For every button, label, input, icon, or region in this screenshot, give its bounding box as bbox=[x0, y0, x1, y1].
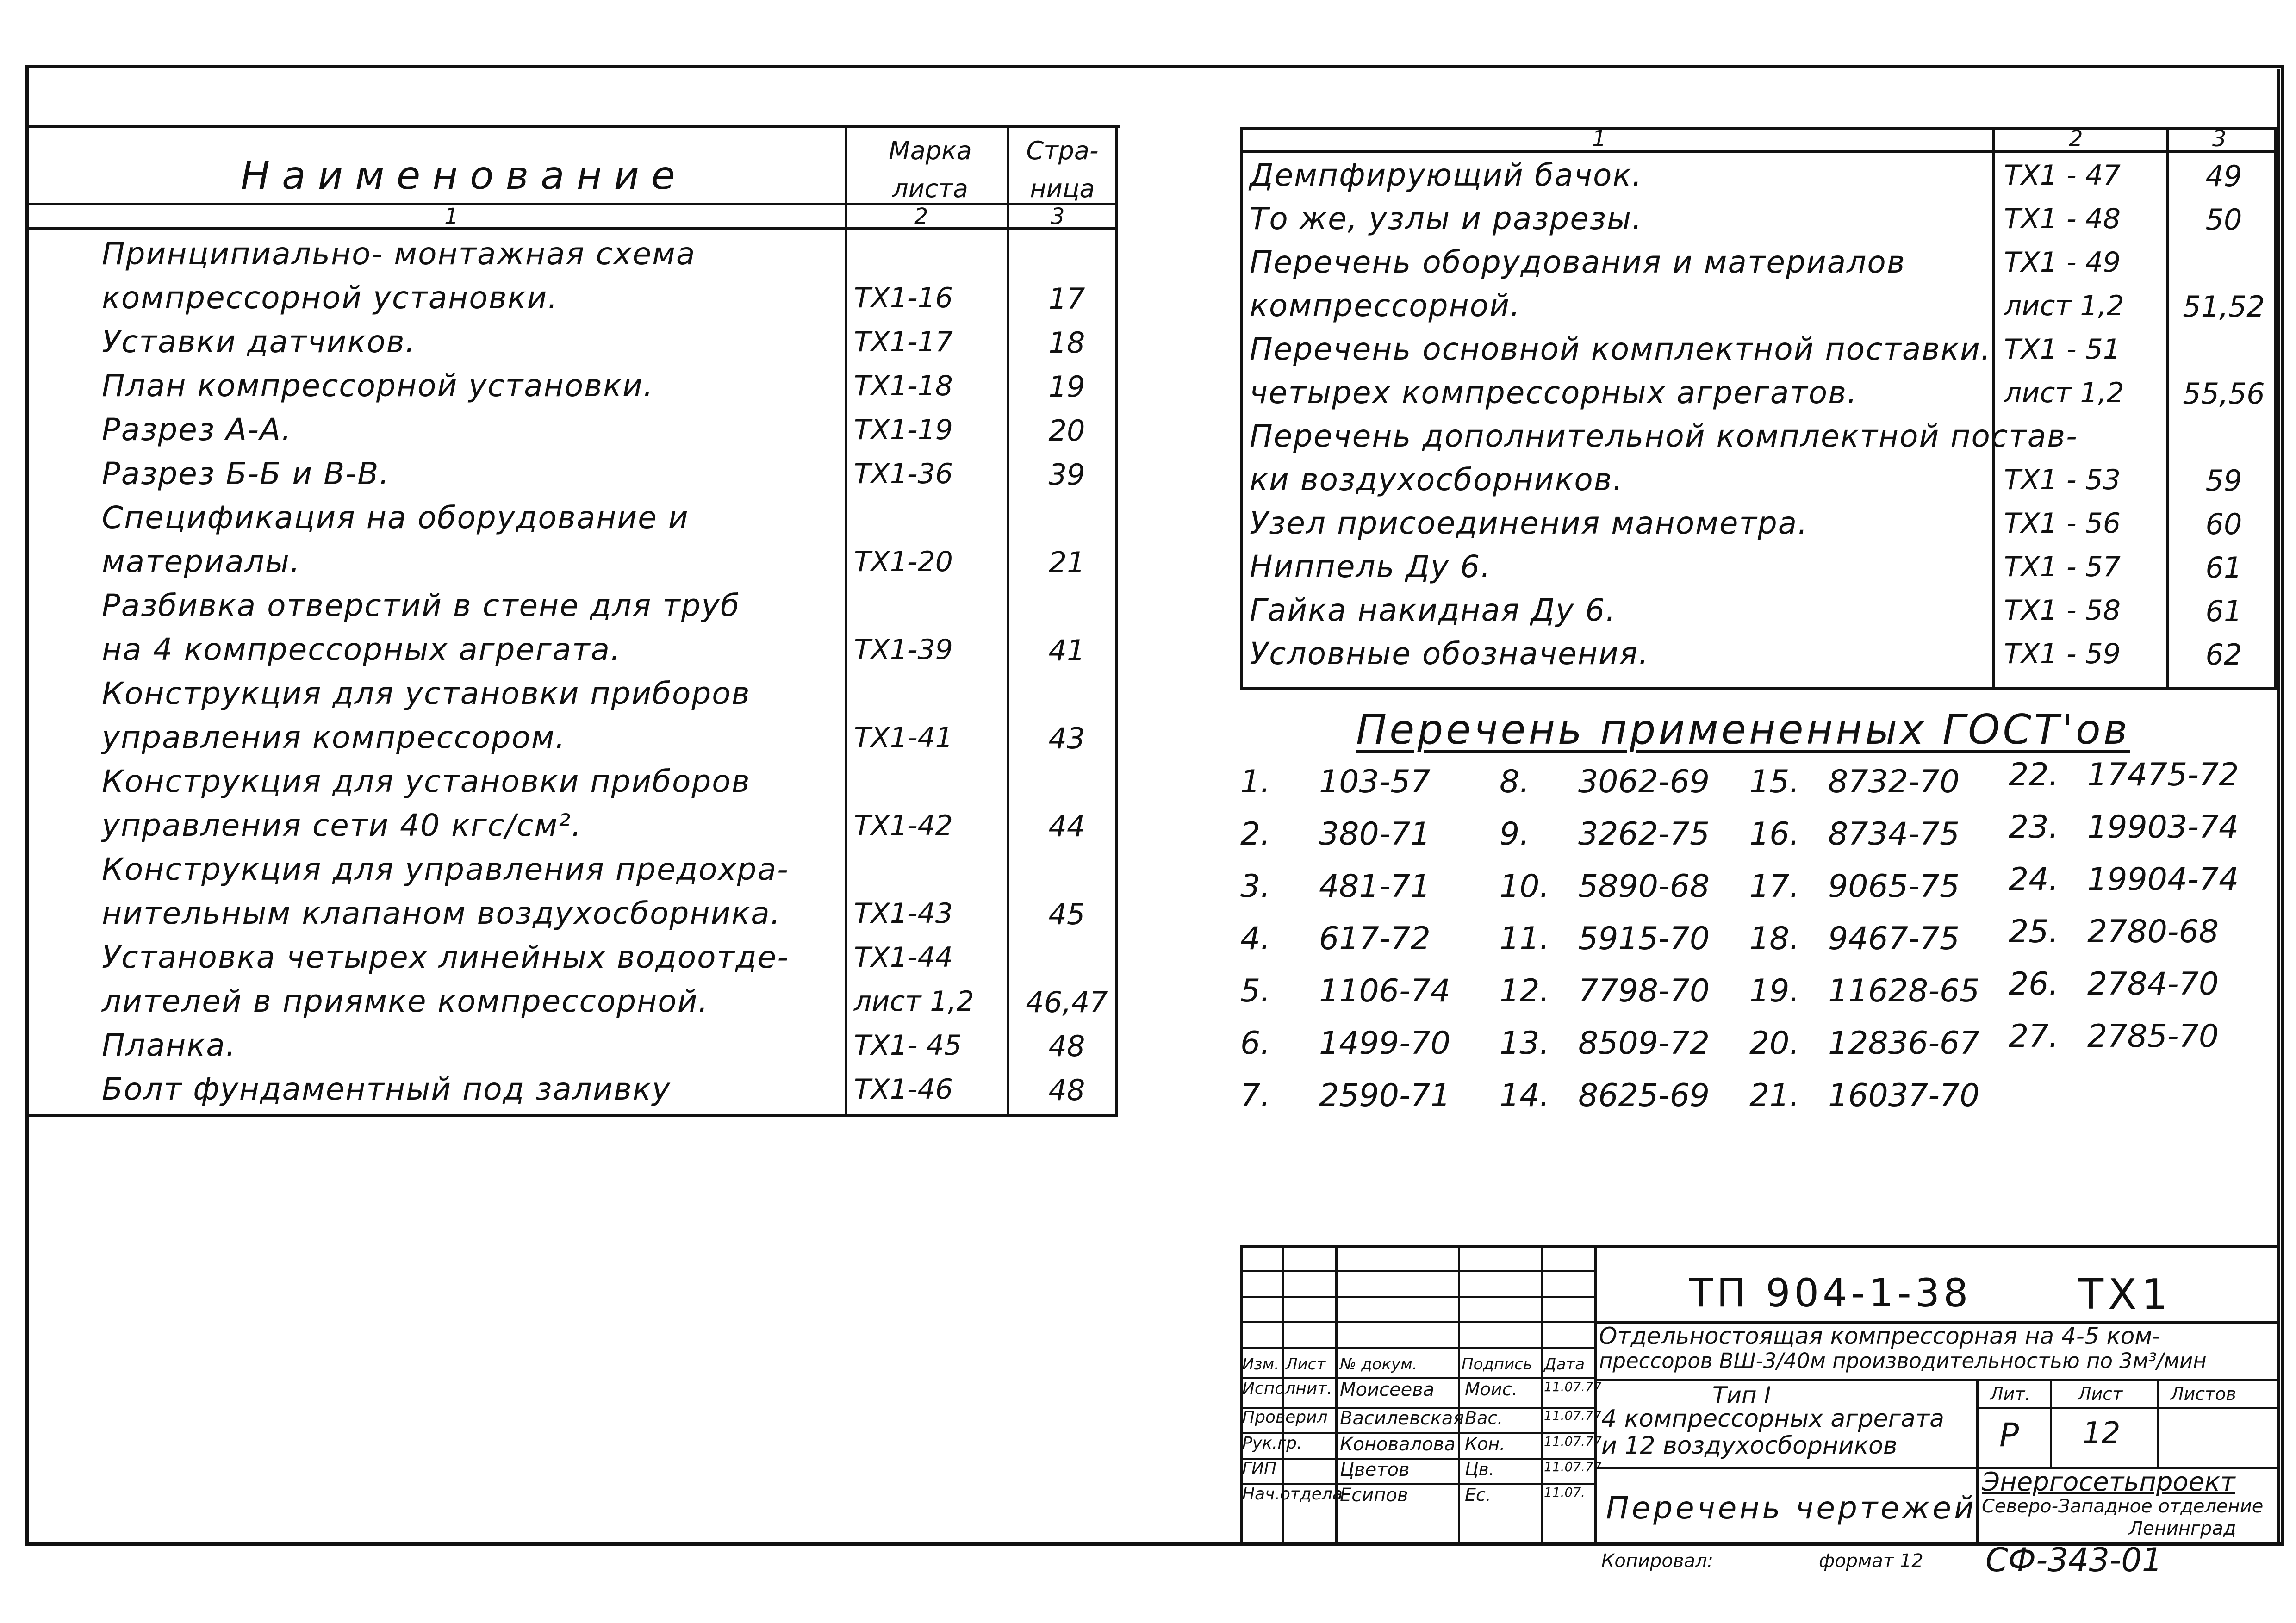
gost-number: 9. bbox=[1500, 816, 1530, 852]
stamp-label-sign: Подпись bbox=[1462, 1355, 1532, 1374]
left-row-name: Планка. bbox=[102, 1027, 236, 1063]
stamp-type-label: Тип I bbox=[1712, 1382, 1771, 1409]
left-row-mark: лист 1,2 bbox=[854, 985, 974, 1018]
right-row-name: Перечень оборудования и материалов bbox=[1250, 244, 1906, 280]
gost-number: 19. bbox=[1749, 973, 1800, 1009]
gost-value: 12836-67 bbox=[1828, 1025, 1980, 1062]
stamp-signature: Цв. bbox=[1465, 1459, 1494, 1480]
left-row-name: управления сети 40 кгс/см². bbox=[102, 808, 582, 843]
header-name: Наименование bbox=[241, 153, 687, 198]
stamp-date: 11.07.77 bbox=[1544, 1408, 1602, 1423]
left-row-name: Разрез А-А. bbox=[102, 412, 292, 448]
left-row-name: План компрессорной установки. bbox=[102, 368, 654, 404]
gost-value: 5915-70 bbox=[1578, 920, 1710, 957]
left-row-name: Установка четырех линейных водоотде- bbox=[102, 939, 790, 975]
gost-value: 11628-65 bbox=[1828, 973, 1980, 1009]
right-row-page: 51,52 bbox=[2183, 290, 2265, 323]
gost-number: 25. bbox=[2009, 914, 2059, 950]
gost-value: 8732-70 bbox=[1828, 764, 1960, 800]
stamp-subtitle-1: 4 компрессорных агрегата bbox=[1601, 1405, 1944, 1433]
right-row-mark: лист 1,2 bbox=[2004, 377, 2124, 409]
stamp-role: Нач.отдела bbox=[1242, 1485, 1343, 1504]
stamp-person-name: Моисеева bbox=[1340, 1379, 1435, 1400]
left-row-mark: ТХ1-17 bbox=[854, 326, 953, 358]
right-row-name: Перечень основной комплектной поставки. bbox=[1250, 331, 1991, 367]
left-row-page: 48 bbox=[1048, 1073, 1085, 1107]
right-row-mark: ТХ1 - 58 bbox=[2004, 594, 2121, 627]
left-row-mark: ТХ1-16 bbox=[854, 282, 953, 314]
left-row-name: Разрез Б-Б и В-В. bbox=[102, 456, 390, 491]
left-row-page: 21 bbox=[1048, 546, 1085, 579]
gost-value: 19904-74 bbox=[2087, 861, 2239, 898]
header-mark: Марка листа bbox=[889, 136, 972, 203]
stamp-subtitle-2: и 12 воздухосборников bbox=[1601, 1432, 1898, 1460]
gost-value: 2785-70 bbox=[2087, 1018, 2219, 1055]
stamp-h1 bbox=[1240, 1270, 1597, 1272]
left-row-name: Болт фундаментный под заливку bbox=[102, 1071, 671, 1107]
stamp-title-rule bbox=[1594, 1379, 2279, 1381]
gost-number: 10. bbox=[1500, 868, 1550, 905]
stamp-label-doc: № докум. bbox=[1340, 1355, 1418, 1374]
stamp-date: 11.07.77 bbox=[1544, 1379, 1602, 1394]
left-row-page: 20 bbox=[1048, 414, 1085, 448]
right-row-page: 49 bbox=[2205, 159, 2242, 193]
stamp-date: 11.07.77 bbox=[1544, 1434, 1602, 1449]
gost-value: 1106-74 bbox=[1319, 973, 1451, 1009]
stamp-person-name: Цветов bbox=[1340, 1459, 1410, 1480]
stamp-lit-v2 bbox=[2157, 1379, 2159, 1467]
stamp-date: 11.07.77 bbox=[1544, 1459, 1602, 1474]
header-col-3: 3 bbox=[1051, 204, 1065, 230]
gost-value: 617-72 bbox=[1319, 920, 1431, 957]
left-row-page: 41 bbox=[1048, 634, 1085, 667]
gost-value: 8625-69 bbox=[1578, 1077, 1710, 1114]
stamp-label-sheets: Листов bbox=[2171, 1384, 2236, 1404]
gost-number: 27. bbox=[2009, 1018, 2059, 1055]
gost-value: 8734-75 bbox=[1828, 816, 1960, 852]
gost-value: 1499-70 bbox=[1319, 1025, 1451, 1062]
stamp-v5 bbox=[1594, 1245, 1597, 1546]
left-row-name: Спецификация на оборудование и bbox=[102, 500, 689, 535]
stamp-signature: Моис. bbox=[1465, 1379, 1518, 1399]
left-row-page: 43 bbox=[1048, 721, 1085, 755]
left-row-mark: ТХ1-41 bbox=[854, 721, 953, 754]
gost-value: 481-71 bbox=[1319, 868, 1431, 905]
left-row-mark: ТХ1-43 bbox=[854, 897, 953, 930]
stamp-lit-rule-1 bbox=[1976, 1407, 2279, 1409]
left-row-page: 45 bbox=[1048, 897, 1085, 931]
gost-number: 4. bbox=[1240, 920, 1270, 957]
archive-number: СФ-343-01 bbox=[1985, 1541, 2163, 1579]
right-row-page: 50 bbox=[2205, 203, 2242, 236]
right-row-name: Демпфирующий бачок. bbox=[1250, 157, 1643, 193]
stamp-label-lit: Лит. bbox=[1990, 1384, 2031, 1404]
stamp-label-sheet: Лист bbox=[2078, 1384, 2123, 1404]
left-row-name: Конструкция для установки приборов bbox=[102, 764, 751, 799]
left-row-name: Разбивка отверстий в стене для труб bbox=[102, 588, 740, 623]
left-row-page: 48 bbox=[1048, 1029, 1085, 1063]
left-header-rule-2 bbox=[28, 227, 1118, 230]
stamp-label-list: Лист bbox=[1286, 1355, 1326, 1374]
right-row-name: ки воздухосборников. bbox=[1250, 462, 1624, 497]
gost-number: 12. bbox=[1500, 973, 1550, 1009]
left-row-name: Принципиально- монтажная схема bbox=[102, 236, 696, 272]
left-row-mark: ТХ1-19 bbox=[854, 414, 953, 446]
gost-value: 7798-70 bbox=[1578, 973, 1710, 1009]
stamp-signature: Ес. bbox=[1465, 1485, 1491, 1505]
left-row-name: материалы. bbox=[102, 544, 301, 579]
stamp-project-title-1: Отдельностоящая компрессорная на 4-5 ком- bbox=[1599, 1323, 2161, 1349]
format-label: формат 12 bbox=[1819, 1550, 1923, 1572]
left-row-mark: ТХ1-46 bbox=[854, 1073, 953, 1106]
top-border-line bbox=[28, 125, 1120, 128]
gost-number: 14. bbox=[1500, 1077, 1550, 1114]
gost-value: 2784-70 bbox=[2087, 966, 2219, 1002]
gost-number: 21. bbox=[1749, 1077, 1800, 1114]
right-row-page: 62 bbox=[2205, 638, 2242, 672]
right-row-mark: ТХ1 - 57 bbox=[2004, 551, 2121, 583]
right-row-name: Перечень дополнительной комплектной постав- bbox=[1250, 418, 2078, 454]
gost-number: 5. bbox=[1240, 973, 1270, 1009]
right-row-page: 61 bbox=[2205, 551, 2242, 585]
left-col-divider-1 bbox=[845, 126, 847, 1116]
left-row-page: 19 bbox=[1048, 370, 1085, 404]
right-row-page: 60 bbox=[2205, 507, 2242, 541]
right-row-mark: ТХ1 - 48 bbox=[2004, 203, 2121, 235]
gost-number: 8. bbox=[1500, 764, 1530, 800]
header-col-2: 2 bbox=[914, 204, 928, 230]
gost-value: 9467-75 bbox=[1828, 920, 1960, 957]
stamp-v4 bbox=[1541, 1245, 1543, 1546]
right-header-col-2: 2 bbox=[2069, 126, 2083, 152]
gost-value: 380-71 bbox=[1319, 816, 1431, 852]
stamp-role: Проверил bbox=[1242, 1408, 1328, 1427]
left-row-mark: ТХ1-20 bbox=[854, 546, 953, 578]
stamp-org-2: Северо-Западное отделение bbox=[1982, 1496, 2264, 1517]
left-col-divider-2 bbox=[1007, 126, 1009, 1116]
right-row-name: Ниппель Ду 6. bbox=[1250, 549, 1492, 585]
right-row-mark: ТХ1 - 47 bbox=[2004, 159, 2121, 192]
right-row-mark: ТХ1 - 49 bbox=[2004, 246, 2121, 279]
copied-label: Копировал: bbox=[1601, 1550, 1714, 1572]
stamp-role: Исполнит. bbox=[1242, 1379, 1332, 1398]
right-row-mark: ТХ1 - 51 bbox=[2004, 333, 2121, 366]
gost-number: 6. bbox=[1240, 1025, 1270, 1062]
gost-value: 2780-68 bbox=[2087, 914, 2219, 950]
stamp-label-date: Дата bbox=[1544, 1355, 1585, 1374]
gost-number: 16. bbox=[1749, 816, 1800, 852]
stamp-h4 bbox=[1240, 1347, 1597, 1349]
gost-value: 103-57 bbox=[1319, 764, 1431, 800]
stamp-v3 bbox=[1458, 1245, 1460, 1546]
gost-value: 16037-70 bbox=[1828, 1077, 1980, 1114]
left-row-name: Конструкция для управления предохра- bbox=[102, 852, 789, 887]
stamp-sheet-code: ТХ1 bbox=[2078, 1270, 2172, 1319]
left-row-mark: ТХ1-44 bbox=[854, 941, 953, 974]
stamp-org-1: Энергосетьпроект bbox=[1982, 1467, 2235, 1497]
gost-number: 3. bbox=[1240, 868, 1270, 905]
stamp-h3 bbox=[1240, 1321, 1597, 1323]
gost-number: 24. bbox=[2009, 861, 2059, 898]
right-row-page: 55,56 bbox=[2183, 377, 2265, 410]
gost-value: 19903-74 bbox=[2087, 809, 2239, 846]
left-row-page: 39 bbox=[1048, 458, 1085, 491]
left-col-divider-3 bbox=[1115, 126, 1118, 1116]
left-row-mark: ТХ1- 45 bbox=[854, 1029, 962, 1062]
gost-value: 5890-68 bbox=[1578, 868, 1710, 905]
right-col-divider-1 bbox=[1992, 127, 1995, 690]
stamp-lit-v1 bbox=[2050, 1379, 2052, 1467]
stamp-drawing-name: Перечень чертежей bbox=[1606, 1490, 1977, 1526]
stamp-label-izm: Изм. bbox=[1242, 1355, 1279, 1374]
gost-number: 17. bbox=[1749, 868, 1800, 905]
right-header-col-1: 1 bbox=[1592, 126, 1606, 152]
left-row-name: нительным клапаном воздухосборника. bbox=[102, 895, 781, 931]
right-row-mark: лист 1,2 bbox=[2004, 290, 2124, 322]
left-row-mark: ТХ1-39 bbox=[854, 634, 953, 666]
left-row-page: 17 bbox=[1048, 282, 1085, 316]
gost-number: 2. bbox=[1240, 816, 1270, 852]
stamp-role: Рук.гр. bbox=[1242, 1434, 1302, 1453]
right-header-col-3: 3 bbox=[2212, 126, 2227, 152]
right-header-rule bbox=[1240, 150, 2277, 153]
right-row-name: Узел присоединения манометра. bbox=[1250, 505, 1809, 541]
stamp-org-3: Ленинград bbox=[2129, 1518, 2236, 1539]
header-page: Стра- ница bbox=[1026, 136, 1099, 203]
left-row-name: управления компрессором. bbox=[102, 720, 566, 755]
left-row-name: компрессорной установки. bbox=[102, 280, 559, 316]
stamp-stage: Р bbox=[1999, 1416, 2019, 1454]
right-row-name: Гайка накидная Ду 6. bbox=[1250, 592, 1617, 628]
stamp-h2 bbox=[1240, 1296, 1597, 1298]
left-row-mark: ТХ1-18 bbox=[854, 370, 953, 402]
gost-value: 17475-72 bbox=[2087, 757, 2239, 793]
gost-title: Перечень примененных ГОСТ'ов bbox=[1356, 706, 2130, 753]
right-row-mark: ТХ1 - 59 bbox=[2004, 638, 2121, 670]
right-row-page: 61 bbox=[2205, 594, 2242, 628]
left-row-name: Конструкция для установки приборов bbox=[102, 676, 751, 711]
stamp-person-name: Есипов bbox=[1340, 1485, 1408, 1506]
gost-number: 26. bbox=[2009, 966, 2059, 1002]
left-row-name: лителей в приямке компрессорной. bbox=[102, 983, 709, 1019]
stamp-person-name: Василевская bbox=[1340, 1408, 1464, 1429]
left-bottom-rule bbox=[28, 1114, 1118, 1117]
gost-number: 22. bbox=[2009, 757, 2059, 793]
gost-number: 7. bbox=[1240, 1077, 1270, 1114]
gost-number: 18. bbox=[1749, 920, 1800, 957]
stamp-h8 bbox=[1240, 1458, 1597, 1460]
gost-number: 11. bbox=[1500, 920, 1550, 957]
right-row-mark: ТХ1 - 53 bbox=[2004, 464, 2121, 496]
stamp-person-name: Коновалова bbox=[1340, 1434, 1456, 1455]
left-row-mark: ТХ1-42 bbox=[854, 809, 953, 842]
stamp-signature: Вас. bbox=[1465, 1408, 1503, 1428]
gost-value: 3062-69 bbox=[1578, 764, 1710, 800]
left-row-name: на 4 компрессорных агрегата. bbox=[102, 632, 621, 667]
gost-number: 15. bbox=[1749, 764, 1800, 800]
right-row-name: Условные обозначения. bbox=[1250, 636, 1649, 672]
gost-value: 2590-71 bbox=[1319, 1077, 1451, 1114]
gost-number: 13. bbox=[1500, 1025, 1550, 1062]
right-col-divider-2 bbox=[2166, 127, 2169, 690]
stamp-project-title-2: прессоров ВШ-3/40м производительностью по 3м³/мин bbox=[1599, 1349, 2207, 1373]
gost-number: 20. bbox=[1749, 1025, 1800, 1062]
gost-value: 9065-75 bbox=[1828, 868, 1960, 905]
gost-value: 8509-72 bbox=[1578, 1025, 1710, 1062]
right-row-name: То же, узлы и разрезы. bbox=[1250, 201, 1643, 236]
left-row-page: 18 bbox=[1048, 326, 1085, 360]
left-row-name: Уставки датчиков. bbox=[102, 324, 416, 360]
gost-number: 1. bbox=[1240, 764, 1270, 800]
left-row-page: 44 bbox=[1048, 809, 1085, 843]
stamp-sheet-no: 12 bbox=[2083, 1416, 2121, 1450]
gost-value: 3262-75 bbox=[1578, 816, 1710, 852]
stamp-date: 11.07. bbox=[1544, 1485, 1586, 1500]
left-row-page: 46,47 bbox=[1026, 985, 1108, 1019]
left-row-mark: ТХ1-36 bbox=[854, 458, 953, 490]
stamp-role: ГИП bbox=[1242, 1459, 1277, 1478]
right-row-name: компрессорной. bbox=[1250, 288, 1521, 323]
right-row-mark: ТХ1 - 56 bbox=[2004, 507, 2121, 540]
right-row-name: четырех компрессорных агрегатов. bbox=[1250, 375, 1858, 410]
stamp-signature: Кон. bbox=[1465, 1434, 1506, 1454]
gost-number: 23. bbox=[2009, 809, 2059, 846]
right-row-page: 59 bbox=[2205, 464, 2242, 497]
stamp-doc-code: ТП 904-1-38 bbox=[1689, 1270, 1972, 1316]
header-col-1: 1 bbox=[444, 204, 459, 230]
